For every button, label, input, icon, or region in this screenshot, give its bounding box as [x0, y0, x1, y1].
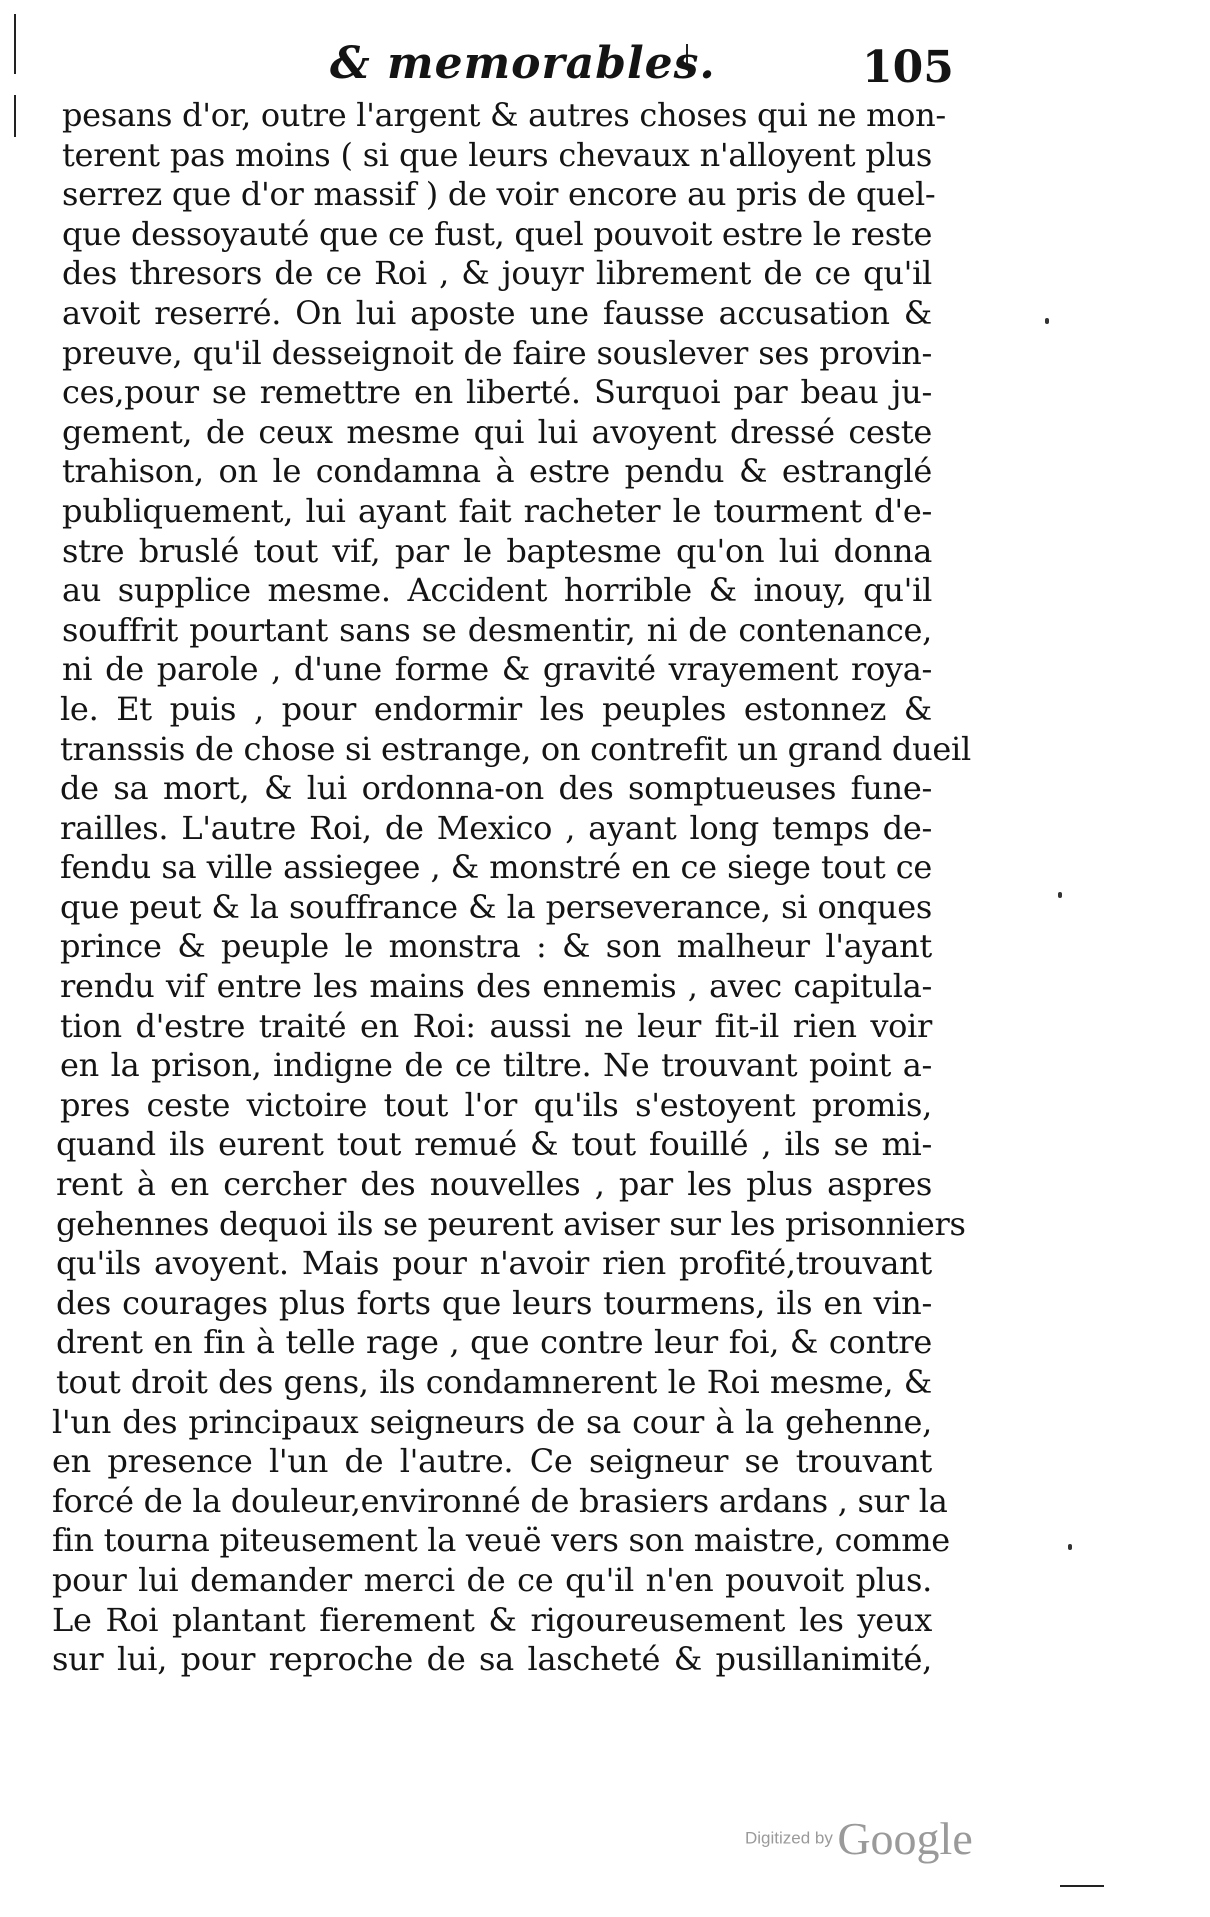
text-line: ces,pour se remettre en liberté. Surquoi par beau ju- — [62, 373, 932, 412]
text-line: fendu sa ville assiegee , & monstré en ce siege tout ce — [60, 848, 932, 887]
text-line: sur lui, pour reproche de sa lascheté & pusillanimité, — [52, 1640, 932, 1679]
text-line: forcé de la douleur,environné de brasiers ardans , sur la — [52, 1481, 948, 1520]
text-line: drent en fin à telle rage , que contre leur foi, & contre — [56, 1323, 932, 1362]
digitized-watermark — [745, 1812, 973, 1865]
text-line: pres ceste victoire tout l'or qu'ils s'estoyent promis, — [60, 1085, 932, 1124]
scan-edge-mark — [14, 95, 16, 137]
text-line: souffrit pourtant sans se desmentir, ni de contenance, — [62, 610, 932, 649]
watermark-brand: Google — [837, 1813, 973, 1864]
text-line: transsis de chose si estrange, on contrefit un grand dueil — [60, 729, 971, 768]
text-line: que dessoyauté que ce fust, quel pouvoit estre le reste — [62, 214, 933, 253]
text-line: quand ils eurent tout remué & tout fouillé , ils se mi- — [56, 1125, 932, 1164]
text-line: prince & peuple le monstra : & son malheur l'ayant — [60, 927, 932, 966]
ink-speck — [1045, 318, 1049, 324]
text-line: qu'ils avoyent. Mais pour n'avoir rien profité,trouvant — [56, 1244, 932, 1283]
text-line: pour lui demander merci de ce qu'il n'en pouvoit plus. — [52, 1560, 932, 1599]
text-line: pesans d'or, outre l'argent & autres choses qui ne mon- — [62, 96, 946, 134]
text-line: avoit reserré. On lui aposte une fausse accusation & — [62, 293, 932, 332]
text-line: gement, de ceux mesme qui lui avoyent dressé ceste — [62, 412, 932, 451]
ink-speck — [1058, 892, 1062, 898]
text-line: le. Et puis , pour endormir les peuples estonnez & — [60, 689, 932, 728]
text-line: terent pas moins ( si que leurs chevaux n'alloyent plus — [62, 135, 932, 174]
text-line: fin tourna piteusement la veuë vers son maistre, comme — [52, 1521, 950, 1560]
text-line: au supplice mesme. Accident horrible & inouy, qu'il — [62, 571, 932, 610]
ink-speck — [1068, 1544, 1072, 1550]
text-line: en presence l'un de l'autre. Ce seigneur se trouvant — [52, 1442, 932, 1481]
text-line: tout droit des gens, ils condamnerent le Roi mesme, & — [56, 1363, 932, 1401]
text-line: railles. L'autre Roi, de Mexico , ayant long temps de- — [60, 808, 932, 847]
text-line: des thresors de ce Roi , & jouyr librement de ce qu'il — [62, 254, 932, 293]
text-line: tion d'estre traité en Roi: aussi ne leur fit-il rien voir — [60, 1006, 932, 1045]
text-line: gehennes dequoi ils se peurent aviser sur les prisonniers — [56, 1204, 966, 1243]
text-line: que peut & la souffrance & la perseverance, si onques — [60, 887, 932, 926]
text-line: rent à en cercher des nouvelles , par les plus aspres — [56, 1165, 932, 1204]
text-line: rendu vif entre les mains des ennemis , avec capitula- — [60, 967, 932, 1006]
running-head: & memorables. — [330, 38, 716, 89]
text-line: stre bruslé tout vif, par le baptesme qu'on lui donna — [62, 531, 932, 570]
footer-rule — [1060, 1885, 1104, 1887]
scan-edge-mark — [14, 14, 16, 74]
text-line: l'un des principaux seigneurs de sa cour à la gehenne, — [52, 1402, 932, 1441]
body-text — [52, 96, 971, 1680]
text-line: trahison, on le condamna à estre pendu & estranglé — [62, 452, 932, 491]
text-line: des courages plus forts que leurs tourmens, ils en vin- — [56, 1283, 932, 1322]
text-line: ni de parole , d'une forme & gravité vrayement roya- — [62, 650, 932, 689]
text-line: serrez que d'or massif ) de voir encore au pris de quel- — [62, 175, 936, 214]
text-line: en la prison, indigne de ce tiltre. Ne trouvant point a- — [60, 1046, 932, 1085]
text-line: de sa mort, & lui ordonna-on des somptueuses fune- — [60, 769, 932, 808]
page-number: 105 — [862, 42, 954, 93]
text-line: preuve, qu'il desseignoit de faire souslever ses provin- — [62, 333, 932, 372]
text-line: Le Roi plantant fierement & rigoureusement les yeux — [52, 1600, 932, 1639]
watermark-prefix: Digitized by — [745, 1828, 833, 1848]
text-line: publiquement, lui ayant fait racheter le tourment d'e- — [62, 491, 932, 530]
